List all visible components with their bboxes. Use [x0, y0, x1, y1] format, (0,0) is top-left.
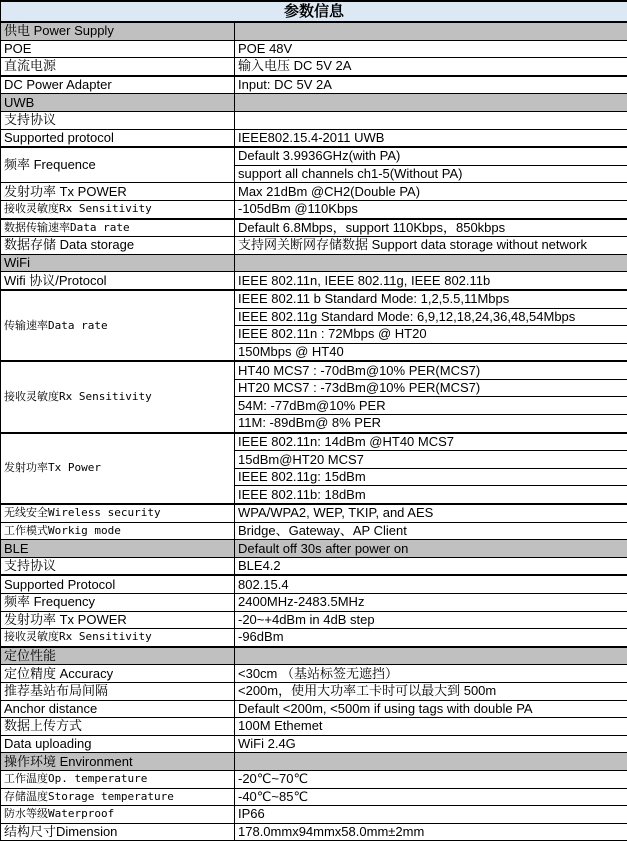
row-label: 工作温度Op. temperature — [1, 770, 235, 788]
row-value: 54M: -77dBm@10% PER — [235, 397, 627, 415]
row-label: 定位精度 Accuracy — [1, 665, 235, 683]
row-value: IEEE802.15.4-2011 UWB — [235, 129, 627, 147]
row-value: IEEE 802.11n, IEEE 802.11g, IEEE 802.11b — [235, 272, 627, 290]
row-value: IEEE 802.11b: 18dBm — [235, 486, 627, 504]
row-value: -20~+4dBm in 4dB step — [235, 611, 627, 629]
row-label: Anchor distance — [1, 700, 235, 718]
row-label: 数据上传方式 — [1, 718, 235, 736]
table-title: 参数信息 — [1, 1, 627, 22]
row-value: Max 21dBm @CH2(Double PA) — [235, 183, 627, 201]
row-value: WPA/WPA2, WEP, TKIP, and AES — [235, 504, 627, 522]
row-label: 存储温度Storage temperature — [1, 788, 235, 806]
row-value: HT40 MCS7 : -70dBm@10% PER(MCS7) — [235, 361, 627, 379]
row-label: Data uploading — [1, 735, 235, 753]
section-header-value — [235, 22, 627, 40]
row-value: Default <200m, <500m if using tags with double PA — [235, 700, 627, 718]
row-label: 结构尺寸Dimension — [1, 823, 235, 841]
section-header-value: Default off 30s after power on — [235, 540, 627, 558]
row-value: 输入电压 DC 5V 2A — [235, 58, 627, 76]
row-value: BLE4.2 — [235, 557, 627, 575]
row-label: Supported Protocol — [1, 575, 235, 593]
row-label: 数据存储 Data storage — [1, 237, 235, 255]
row-value: 支持网关断网存储数据 Support data storage without network — [235, 237, 627, 255]
section-header-positioning: 定位性能 — [1, 647, 235, 665]
row-label: 接收灵敏度Rx Sensitivity — [1, 200, 235, 218]
row-label: 接收灵敏度Rx Sensitivity — [1, 629, 235, 647]
section-header-ble: BLE — [1, 540, 235, 558]
row-value — [235, 111, 627, 129]
row-value: -20℃~70℃ — [235, 770, 627, 788]
row-value: Input: DC 5V 2A — [235, 76, 627, 94]
row-label: 接收灵敏度Rx Sensitivity — [1, 361, 235, 432]
row-value: 15dBm@HT20 MCS7 — [235, 451, 627, 469]
section-header-value — [235, 753, 627, 771]
row-value: IEEE 802.11n : 72Mbps @ HT20 — [235, 326, 627, 344]
row-value: POE 48V — [235, 40, 627, 58]
row-value: 802.15.4 — [235, 575, 627, 593]
row-label: 频率 Frequency — [1, 594, 235, 612]
row-value: -105dBm @110Kbps — [235, 200, 627, 218]
row-value: IP66 — [235, 806, 627, 824]
row-label: 推荐基站布局间隔 — [1, 682, 235, 700]
row-value: -96dBm — [235, 629, 627, 647]
row-value: 150Mbps @ HT40 — [235, 343, 627, 361]
row-label: 频率 Frequence — [1, 147, 235, 183]
row-value: <30cm （基站标签无遮挡） — [235, 665, 627, 683]
row-value: 11M: -89dBm@ 8% PER — [235, 415, 627, 433]
row-label: Supported protocol — [1, 129, 235, 147]
row-value: IEEE 802.11n: 14dBm @HT40 MCS7 — [235, 433, 627, 451]
section-header-value — [235, 94, 627, 112]
section-header-uwb: UWB — [1, 94, 235, 112]
row-label: DC Power Adapter — [1, 76, 235, 94]
row-value: 100M Ethemet — [235, 718, 627, 736]
row-label: 发射功率Tx Power — [1, 433, 235, 504]
row-label: 发射功率 Tx POWER — [1, 183, 235, 201]
section-header-environment: 操作环境 Environment — [1, 753, 235, 771]
row-label: 直流电源 — [1, 58, 235, 76]
row-label: 无线安全Wireless security — [1, 504, 235, 522]
section-header-value — [235, 254, 627, 272]
row-value: IEEE 802.11 b Standard Mode: 1,2,5.5,11Mbps — [235, 290, 627, 308]
row-label: 支持协议 — [1, 557, 235, 575]
row-value: 2400MHz-2483.5MHz — [235, 594, 627, 612]
row-label: 数据传输速率Data rate — [1, 219, 235, 237]
row-value: IEEE 802.11g Standard Mode: 6,9,12,18,24,36,48,54Mbps — [235, 308, 627, 326]
row-value: Bridge、Gateway、AP Client — [235, 522, 627, 540]
section-header-power: 供电 Power Supply — [1, 22, 235, 40]
row-value: <200m，使用大功率工卡时可以最大到 500m — [235, 682, 627, 700]
row-label: 支持协议 — [1, 111, 235, 129]
row-label: 传输速率Data rate — [1, 290, 235, 361]
row-label: POE — [1, 40, 235, 58]
row-value: -40℃~85℃ — [235, 788, 627, 806]
row-label: 防水等级Waterproof — [1, 806, 235, 824]
row-label: Wifi 协议/Protocol — [1, 272, 235, 290]
row-value: Default 6.8Mbps，support 110Kbps，850kbps — [235, 219, 627, 237]
row-label: 发射功率 Tx POWER — [1, 611, 235, 629]
row-value: Default 3.9936GHz(with PA) — [235, 147, 627, 165]
section-header-value — [235, 647, 627, 665]
row-label: 工作模式Workig mode — [1, 522, 235, 540]
row-value: IEEE 802.11g: 15dBm — [235, 468, 627, 486]
row-value: 178.0mmx94mmx58.0mm±2mm — [235, 823, 627, 841]
row-value: support all channels ch1-5(Without PA) — [235, 165, 627, 183]
section-header-wifi: WiFi — [1, 254, 235, 272]
row-value: HT20 MCS7 : -73dBm@10% PER(MCS7) — [235, 379, 627, 397]
row-value: WiFi 2.4G — [235, 735, 627, 753]
